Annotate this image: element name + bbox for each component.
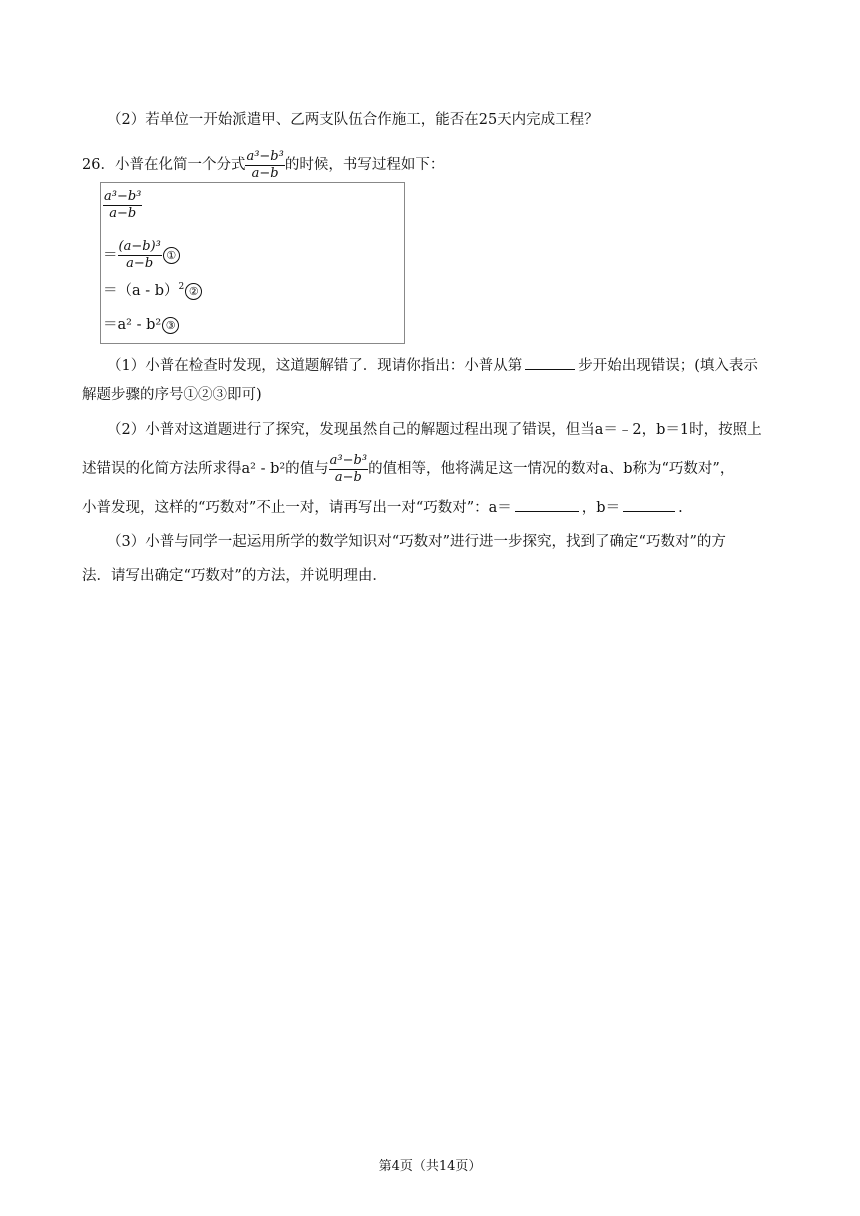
part1-line-1 <box>107 355 758 376</box>
q25-part2-text: （2）若单位一开始派遣甲、乙两支队伍合作施工，能否在25天内完成工程？ <box>107 112 599 128</box>
work-step-1: ＝ $\frac{\text{(a−b)³}}{a-b}$ ① <box>103 239 180 272</box>
work-step-2 <box>103 281 202 301</box>
part3-line-1: （3）小普与同学一起运用所学的数学知识对“巧数对”进行进一步探究，找到了确定“巧数对”的方 <box>107 534 726 550</box>
work-fraction <box>103 189 142 222</box>
step3-text: ＝a² - b² <box>103 317 162 333</box>
part3-line-2: 法．请写出确定“巧数对”的方法，并说明理由． <box>82 568 387 584</box>
fraction-expression <box>245 149 284 182</box>
part2-text-b1: 述错误的化简方法所求得a² - b²的值与 <box>82 461 329 477</box>
work-fraction-denominator: a−b <box>109 206 137 221</box>
part2-fraction-numerator: a³−b³ <box>329 452 368 468</box>
step1-denominator: a−b <box>126 256 154 271</box>
part2-text-c1: 小普发现，这样的“巧数对”不止一对，请再写出一对“巧数对”：a＝ <box>82 500 512 516</box>
part2-fraction-denominator: a−b <box>334 469 362 485</box>
step-mark-1: ① <box>163 247 180 264</box>
step-mark-3: ③ <box>162 317 179 334</box>
part2-text-c3: . <box>678 500 683 516</box>
fraction-denominator: a−b <box>251 165 279 181</box>
part1-text-a: （1）小普在检查时发现，这道题解错了．现请你指出：小普从第 <box>107 358 523 374</box>
step1-numerator: (a−b)³ <box>118 239 161 254</box>
page-footer: 第4页（共14页） <box>378 1159 482 1174</box>
answer-blank-a[interactable] <box>515 497 579 512</box>
fraction-numerator: a³−b³ <box>246 148 284 164</box>
work-fraction-numerator: a³−b³ <box>104 189 142 204</box>
work-step-3 <box>103 315 179 335</box>
part2-line-1: （2）小普对这道题进行了探究，发现虽然自己的解题过程出现了错误，但当a＝﹣2，b＝1时，按照上 <box>107 422 762 438</box>
intro-before: 小普在化简一个分式 <box>114 157 246 173</box>
part2-fraction <box>329 453 368 486</box>
answer-blank-b[interactable] <box>623 497 675 512</box>
part1-line-2: 解题步骤的序号①②③即可) <box>82 387 262 403</box>
intro-after: 的时候，书写过程如下： <box>284 157 445 173</box>
step2-text: ＝（a - b） <box>103 283 179 299</box>
answer-blank-step[interactable] <box>525 355 575 370</box>
step1-fraction <box>118 239 162 272</box>
step-mark-2: ② <box>185 283 202 300</box>
part1-text-b: 步开始出现错误；(填入表示 <box>578 358 758 374</box>
work-box <box>100 182 405 344</box>
part2-text-c2: ，b＝ <box>581 500 621 516</box>
step2-exponent: 2 <box>178 282 185 292</box>
q26-intro <box>82 148 444 182</box>
part2-line-3 <box>82 497 683 518</box>
part2-text-b2: 的值相等，他将满足这一情况的数对a、b称为“巧数对”， <box>368 461 735 477</box>
question-number: 26． <box>82 157 115 173</box>
part2-line-2 <box>82 452 734 486</box>
